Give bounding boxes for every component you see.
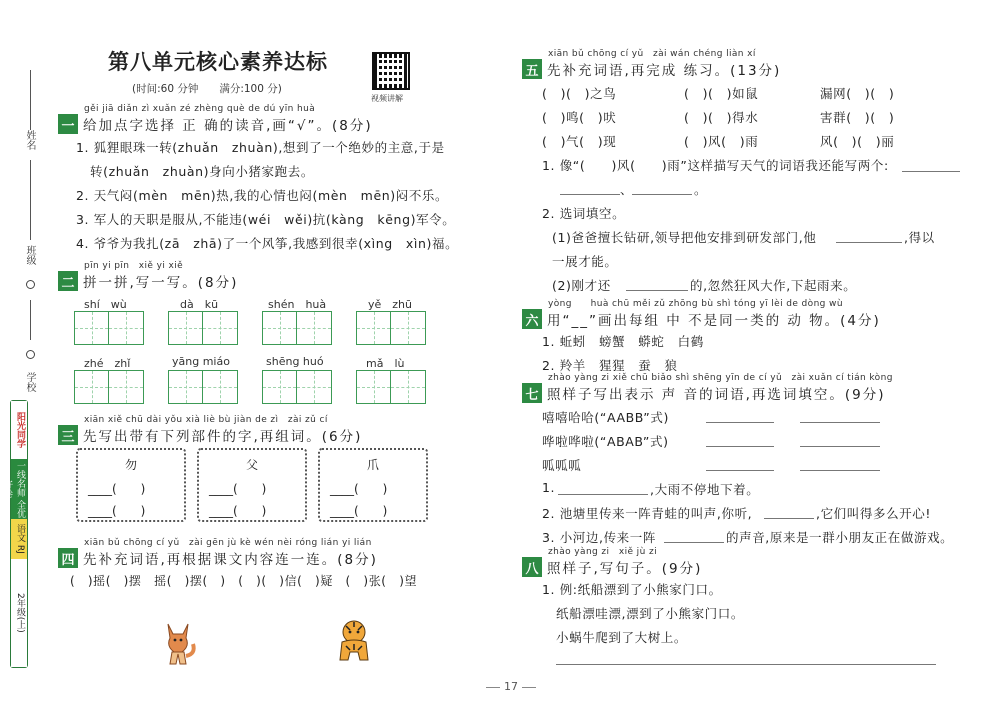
example-word: 哗啦哗啦(“ABAB”式): [542, 434, 669, 449]
idiom-blank[interactable]: ( )( )如鼠: [684, 86, 759, 101]
question-line: 转(zhuǎn zhuàn)身向小猪家跑去。: [90, 164, 314, 179]
section-pinyin: zhào yàng zi xiě chū biǎo shì shēng yīn de cí yǔ zài xuǎn cí tián kòng: [548, 373, 893, 383]
answer-line[interactable]: [706, 470, 774, 471]
answer-line[interactable]: [558, 494, 648, 495]
answer-line[interactable]: [632, 194, 692, 195]
period-mark: 。: [694, 182, 708, 197]
writing-grid[interactable]: [168, 370, 238, 404]
question-line: 1. 像“( )风( )雨”这样描写天气的词语我还能写两个:: [542, 158, 889, 173]
binding-line: [30, 70, 31, 130]
idiom-blank[interactable]: 漏网( )( ): [820, 86, 895, 101]
question-line: 3. 军人的天职是服从,不能违(wéi wěi)抗(kàng kēng)军令。: [76, 212, 456, 227]
section-7-header: [522, 370, 893, 403]
section-2-header: [58, 258, 238, 291]
binding-hole: [26, 350, 35, 359]
section-badge: 二: [58, 271, 78, 291]
answer-line[interactable]: [800, 470, 880, 471]
writing-grid[interactable]: [262, 370, 332, 404]
component-char: 爪: [366, 458, 379, 472]
brand-logo: 阳光同学: [11, 401, 27, 459]
writing-grid[interactable]: [74, 370, 144, 404]
section-5-header: [522, 46, 781, 79]
answer-line[interactable]: [560, 194, 620, 195]
pinyin-word: dà kū: [180, 298, 219, 311]
section-badge: 五: [522, 59, 542, 79]
page-title: 第八单元核心素养达标: [108, 50, 328, 74]
answer-line[interactable]: [902, 171, 960, 172]
answer-line[interactable]: [706, 422, 774, 423]
qr-caption: 视频讲解: [371, 94, 403, 103]
component-box: [197, 448, 307, 522]
question-line: (2)刚才还: [552, 278, 611, 293]
section-4-header: [58, 535, 378, 568]
answer-line[interactable]: [706, 446, 774, 447]
section-badge: 三: [58, 425, 78, 445]
section-pinyin: yòng huà chū měi zǔ zhōng bù shì tóng yī lèi de dòng wù: [548, 299, 843, 309]
idiom-blank[interactable]: ( )风( )雨: [684, 134, 759, 149]
separator-mark: 、: [620, 182, 634, 197]
question-line: 3. 小河边,传来一阵: [542, 530, 656, 545]
pinyin-word: mǎ lù: [366, 357, 405, 370]
section-title: 先写出带有下列部件的字,再组词。(6分): [83, 429, 363, 445]
section-pinyin: xiān bǔ chōng cí yǔ zài gēn jù kè wén nèi róng lián yi lián: [84, 538, 372, 548]
section-title: 先补充词语,再完成 练习。(13分): [547, 63, 782, 79]
answer-line[interactable]: [800, 422, 880, 423]
answer-line[interactable]: [764, 518, 814, 519]
answer-slot[interactable]: ____( ): [88, 504, 146, 518]
section-title: 用“__”画出每组 中 不是同一类的 动 物。(4分): [547, 313, 881, 329]
question-line: ,大雨不停地下着。: [650, 482, 760, 497]
prompt-sentence: 小蜗牛爬到了大树上。: [556, 630, 688, 645]
idiom-blanks-line[interactable]: ( )摇( )摆 摇( )摆( ) ( )( )信( )疑 ( )张( )望: [70, 574, 418, 588]
component-char: 父: [245, 458, 258, 472]
answer-line[interactable]: [626, 290, 688, 291]
section-title: 给加点字选择 正 确的读音,画“√”。(8分): [83, 118, 373, 134]
pinyin-word: shēng huó: [266, 355, 324, 368]
section-3-header: [58, 412, 362, 445]
question-line-end: ,得以: [904, 230, 935, 245]
question-line: 1. 狐狸眼珠一转(zhuǎn zhuàn),想到了一个绝妙的主意,于是: [76, 140, 445, 155]
example-word: 嘻嘻哈哈(“AABB”式): [542, 410, 669, 425]
answer-line[interactable]: [836, 242, 902, 243]
class-label: 班级: [24, 245, 35, 265]
binding-hole: [26, 280, 35, 289]
writing-grid[interactable]: [262, 311, 332, 345]
section-pinyin: gěi jiā diǎn zì xuǎn zé zhèng què de dú yīn huà: [84, 104, 316, 114]
answer-line[interactable]: [800, 446, 880, 447]
question-line: (1)爸爸擅长钻研,领导把他安排到研发部门,他: [552, 230, 817, 245]
idiom-blank[interactable]: ( )鸣( )吠: [542, 110, 617, 125]
binding-line: [30, 160, 31, 240]
section-title: 拼一拼,写一写。(8分): [83, 275, 239, 291]
pinyin-word: shí wù: [84, 298, 127, 311]
binding-line: [30, 300, 31, 340]
section-badge: 七: [522, 383, 542, 403]
section-title: 先补充词语,再根据课文内容连一连。(8分): [83, 552, 378, 568]
answer-slot[interactable]: ____( ): [209, 482, 267, 496]
pinyin-word: yāng miáo: [172, 355, 230, 368]
question-line: 2. 选词填空。: [542, 206, 626, 221]
page-subtitle: (时间:60 分钟 满分:100 分): [132, 83, 282, 95]
brand-slogan: 一线名师 全优好卷: [2, 460, 25, 518]
question-line[interactable]: 1. 蚯蚓 螃蟹 蟒蛇 白鹤: [542, 334, 704, 349]
tiger-icon: [332, 618, 376, 664]
school-label: 学校: [24, 372, 35, 392]
qr-code-icon[interactable]: [372, 52, 410, 90]
section-6-header: [522, 296, 881, 329]
section-badge: 六: [522, 309, 542, 329]
binding-strip: [0, 0, 52, 709]
question-line: 一展才能。: [552, 254, 618, 269]
page-number: 17: [482, 680, 540, 693]
grade-label: 2年级(上): [11, 559, 27, 667]
writing-grid[interactable]: [168, 311, 238, 345]
question-line: 2. 天气闷(mèn mēn)热,我的心情也闷(mèn mēn)闷不乐。: [76, 188, 449, 203]
question-line-end: 的,忽然狂风大作,下起雨来。: [690, 278, 857, 293]
idiom-blank[interactable]: ( )( )之鸟: [542, 86, 617, 101]
pinyin-word: zhé zhǐ: [84, 357, 131, 370]
section-1-header: [58, 104, 373, 134]
section-pinyin: pīn yi pīn xiě yi xiě: [84, 261, 184, 271]
brand-strip: [2, 400, 28, 668]
section-pinyin: xiān xiě chū dài yǒu xià liè bù jiàn de zì zài zǔ cí: [84, 415, 328, 425]
example-sentence: 纸船漂哇漂,漂到了小熊家门口。: [556, 606, 744, 621]
section-pinyin: zhào yàng zi xiě jù zi: [548, 547, 657, 557]
question-line: 2. 池塘里传来一阵青蛙的叫声,你听,: [542, 506, 753, 521]
section-8-header: [522, 544, 702, 577]
answer-slot[interactable]: ____( ): [88, 482, 146, 496]
section-title: 照样子,写句子。(9分): [547, 561, 703, 577]
subject-label: 语文 RJ: [11, 519, 27, 559]
idiom-blank[interactable]: 害群( )( ): [820, 110, 895, 125]
pinyin-word: yě zhū: [368, 298, 412, 311]
section-badge: 一: [58, 114, 78, 134]
idiom-blank[interactable]: ( )气( )现: [542, 134, 617, 149]
question-line: ,它们叫得多么开心!: [816, 506, 931, 521]
name-label: 姓名: [24, 130, 35, 150]
question-line: 1. 例:纸船漂到了小熊家门口。: [542, 582, 722, 597]
question-line[interactable]: 2. 羚羊 猩猩 蚕 狼: [542, 358, 678, 373]
answer-line[interactable]: [664, 542, 724, 543]
section-pinyin: xiān bǔ chōng cí yǔ zài wán chéng liàn xí: [548, 49, 756, 59]
pinyin-word: shén huà: [268, 298, 327, 311]
section-title: 照样子写出表示 声 音的词语,再选词填空。(9分): [547, 387, 886, 403]
example-word: 呱呱呱: [542, 458, 582, 473]
answer-line[interactable]: [556, 664, 936, 665]
question-line: 的声音,原来是一群小朋友正在做游戏。: [726, 530, 954, 545]
answer-slot[interactable]: ____( ): [330, 504, 388, 518]
answer-slot[interactable]: ____( ): [330, 482, 388, 496]
section-badge: 四: [58, 548, 78, 568]
component-char: 勿: [124, 458, 137, 472]
fox-icon: [160, 620, 196, 666]
answer-slot[interactable]: ____( ): [209, 504, 267, 518]
writing-grid[interactable]: [356, 370, 426, 404]
writing-grid[interactable]: [74, 311, 144, 345]
writing-grid[interactable]: [356, 311, 426, 345]
component-box: [76, 448, 186, 522]
idiom-blank[interactable]: ( )( )得水: [684, 110, 759, 125]
question-number: 1.: [542, 480, 556, 495]
component-box: [318, 448, 428, 522]
idiom-blank[interactable]: 风( )( )丽: [820, 134, 895, 149]
section-badge: 八: [522, 557, 542, 577]
question-line: 4. 爷爷为我扎(zā zhā)了一个风筝,我感到很幸(xìng xìn)福。: [76, 236, 459, 251]
